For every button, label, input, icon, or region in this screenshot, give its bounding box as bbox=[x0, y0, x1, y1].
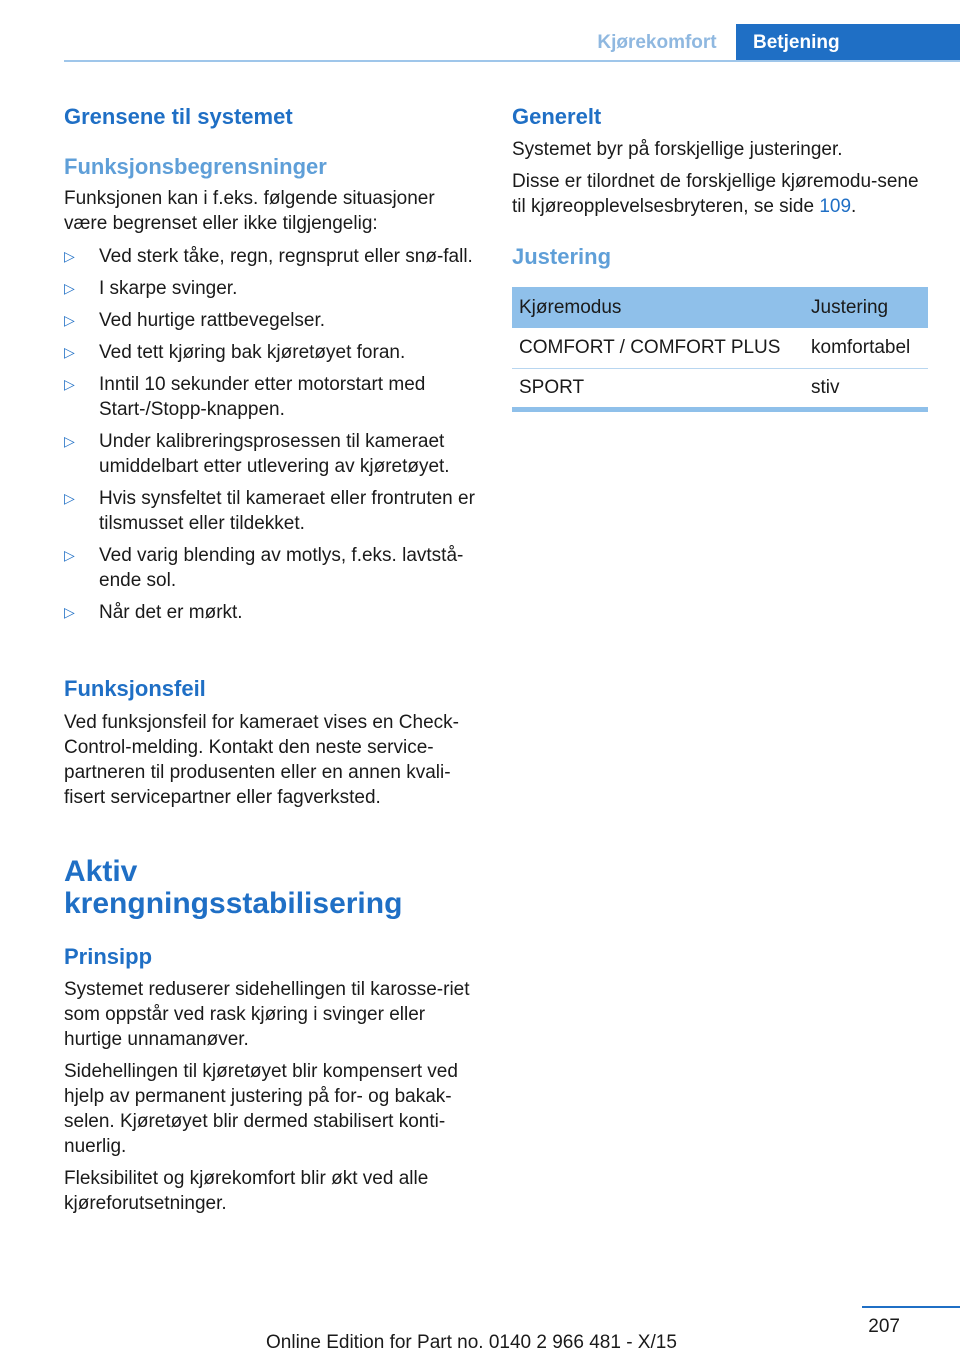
page-number: 207 bbox=[868, 1316, 900, 1337]
triangle-bullet-icon: ▷ bbox=[64, 547, 75, 563]
table-header-row bbox=[512, 287, 928, 328]
header-chapter-tab[interactable]: Betjening bbox=[736, 24, 960, 62]
table-header-cell: Kjøremodus bbox=[512, 287, 804, 328]
list-item-text: Ved varig blending av motlys, f.eks. lavtstå-ende sol. bbox=[99, 545, 464, 591]
list-item-text: Under kalibreringsprosessen til kameraet umiddelbart etter utlevering av kjøretøyet. bbox=[99, 431, 450, 477]
paragraph-general-2-text: Disse er tilordnet de forskjellige kjøremodu-sene til kjøreopplevelsesbryteren, se side bbox=[512, 171, 919, 217]
list-item bbox=[64, 543, 484, 593]
paragraph-function-limits: Funksjonen kan i f.eks. følgende situasjoner være begrenset eller ikke tilgjengelig: bbox=[64, 188, 435, 234]
table-cell: stiv bbox=[811, 377, 840, 399]
list-item bbox=[64, 308, 484, 333]
heading-adjustment: Justering bbox=[512, 244, 612, 269]
triangle-bullet-icon: ▷ bbox=[64, 490, 75, 506]
list-item-text: Ved sterk tåke, regn, regnsprut eller snø-fall. bbox=[99, 246, 473, 267]
list-item bbox=[64, 340, 484, 365]
heading-function-fault: Funksjonsfeil bbox=[64, 676, 206, 701]
limits-list bbox=[64, 244, 484, 632]
paragraph-general-2 bbox=[512, 169, 928, 219]
heading-function-limits: Funksjonsbegrensninger bbox=[64, 154, 327, 179]
footer-divider bbox=[862, 1306, 960, 1308]
list-item-text: Ved tett kjøring bak kjøretøyet foran. bbox=[99, 342, 406, 363]
footer-edition-text: Online Edition for Part no. 0140 2 966 481 - X/15 bbox=[266, 1332, 677, 1353]
table-cell: SPORT bbox=[519, 377, 585, 399]
list-item bbox=[64, 600, 484, 625]
heading-active-stabilization-line1: Aktiv bbox=[64, 855, 138, 888]
triangle-bullet-icon: ▷ bbox=[64, 433, 75, 449]
list-item bbox=[64, 429, 484, 479]
triangle-bullet-icon: ▷ bbox=[64, 280, 75, 296]
triangle-bullet-icon: ▷ bbox=[64, 344, 75, 360]
table-row bbox=[512, 368, 928, 408]
table-cell: COMFORT / COMFORT PLUS bbox=[512, 328, 804, 368]
paragraph-general-1: Systemet byr på forskjellige justeringer. bbox=[512, 139, 843, 160]
heading-active-stabilization-line2: krengningsstabilisering bbox=[64, 887, 403, 920]
list-item bbox=[64, 486, 484, 536]
paragraph-function-fault: Ved funksjonsfeil for kameraet vises en Check-Control-melding. Kontakt den neste service-partneren til produsenten eller en annen kvali-fisert servicepartner eller fagverksted. bbox=[64, 712, 459, 808]
paragraph-principle-2: Sidehellingen til kjøretøyet blir kompensert ved hjelp av permanent justering på for- og bakak-selen. Kjøretøyet blir dermed stabilisert konti-nuerlig. bbox=[64, 1061, 458, 1157]
paragraph-principle-3: Fleksibilitet og kjørekomfort blir økt ved alle kjøreforutsetninger. bbox=[64, 1168, 429, 1214]
header-section-tab[interactable]: Kjørekomfort bbox=[597, 32, 717, 53]
heading-general: Generelt bbox=[512, 104, 602, 129]
heading-system-limits: Grensene til systemet bbox=[64, 104, 293, 129]
list-item-text: I skarpe svinger. bbox=[99, 278, 238, 299]
page-reference-link[interactable]: 109 bbox=[819, 196, 852, 217]
table-header-cell: Justering bbox=[804, 287, 928, 328]
table-cell: komfortabel bbox=[804, 328, 928, 368]
triangle-bullet-icon: ▷ bbox=[64, 312, 75, 328]
list-item bbox=[64, 244, 484, 269]
paragraph-principle-1: Systemet reduserer sidehellingen til karosse-riet som oppstår ved rask kjøring i svinger eller hurtige unnamanøver. bbox=[64, 979, 470, 1050]
table-bottom-rule bbox=[512, 407, 928, 412]
adjustment-table bbox=[512, 287, 928, 408]
list-item-text: Når det er mørkt. bbox=[99, 602, 243, 623]
list-item-text: Ved hurtige rattbevegelser. bbox=[99, 310, 326, 331]
paragraph-general-2-end: . bbox=[851, 196, 857, 217]
table-row bbox=[512, 328, 928, 368]
header-divider bbox=[64, 60, 960, 62]
list-item-text: Inntil 10 sekunder etter motorstart med Start-/Stopp-knappen. bbox=[99, 374, 426, 420]
list-item-text: Hvis synsfeltet til kameraet eller frontruten er tilsmusset eller tildekket. bbox=[99, 488, 475, 534]
heading-principle: Prinsipp bbox=[64, 944, 153, 969]
triangle-bullet-icon: ▷ bbox=[64, 604, 75, 620]
list-item bbox=[64, 372, 484, 422]
triangle-bullet-icon: ▷ bbox=[64, 248, 75, 264]
triangle-bullet-icon: ▷ bbox=[64, 376, 75, 392]
list-item bbox=[64, 276, 484, 301]
